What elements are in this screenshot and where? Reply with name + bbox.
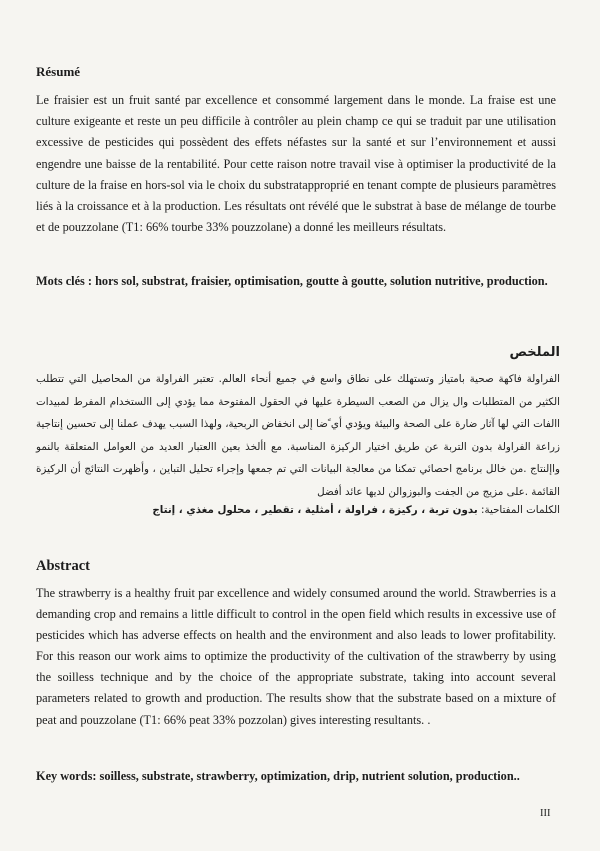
english-keywords-label: Key words: (36, 769, 97, 783)
english-keywords (36, 766, 556, 786)
english-keywords-list: soilless, substrate, strawberry, optimization, drip, nutrient solution, production.. (99, 769, 520, 783)
french-keywords (36, 271, 556, 292)
french-abstract-heading: Résumé (36, 64, 81, 79)
french-keywords-list: hors sol, substrat, fraisier, optimisation, goutte à goutte, solution nutritive, production. (95, 274, 548, 288)
arabic-abstract-heading: الملخص (509, 345, 560, 360)
arabic-keywords-list: بدون تربة ، ركيزة ، فراولة ، أمثلية ، تقطير ، محلول مغذي ، إنتاج (152, 504, 478, 516)
arabic-keywords (36, 500, 560, 520)
arabic-abstract-paragraph: الفراولة فاكهة صحية بامتياز وتستهلك على نطاق واسع في جميع أنحاء العالم. تعتبر الفراولة من المحاصيل التي تتطلب الكثير من المتطلبات وال يزال من الصعب السيطرة عليها في الحقول المفتوحة مما يؤدي إلى االستخدام المفرط لمبيدات االفات التي لها آثار ضارة على الصحة والبيئة ويؤدي أي ًضا إلى انخفاض الربحية، ولهذا السبب يهدف عملنا إلى تحسين إنتاجية زراعة الفراولة بدون التربة عن طريق اختيار الركيزة المناسبة. مع األخذ بعين االعتبار العديد من العوامل المتعلقة بالنمو واإلنتاج .من خالل برنامج احصائي تمكنا من معالجة البيانات التي تم جمعها وإجراء تحليل التباين ، وأظهرت النتائج أن الركيزة القائمة .على مزيج من الجفت والبوزوالن لديها عائد أفضل (36, 373, 560, 498)
english-abstract-paragraph: The strawberry is a healthy fruit par excellence and widely consumed around the world. Strawberries is a demanding crop and remains a little difficult to control in the open field which results in excessive use of pesticides which has adverse effects on health and the environment and also leads to lower profitability. For this reason our work aims to optimize the productivity of the cultivation of the strawberry by using the soilless technique and by the choice of the appropriate substrate, taking into account several parameters related to growth and production. The results show that the substrate based on a mixture of peat and pouzzolane (T1: 66% peat 33% pozzolan) gives interesting resultants. . (36, 586, 556, 727)
arabic-keywords-label: الكلمات المفتاحية: (480, 504, 560, 516)
page-number: III (540, 808, 551, 819)
french-keywords-label: Mots clés : (36, 274, 92, 288)
french-abstract-paragraph: Le fraisier est un fruit santé par excellence et consommé largement dans le monde. La fraise est une culture exigeante et reste un peu difficile à contrôler au plein champ ce qui se traduit par une utilisation excessive de pesticides qui possèdent des effets néfastes sur la santé et sur l’environnement et aussi engendre une baisse de la rentabilité. Pour cette raison notre travail vise à optimiser la productivité de la culture de la fraise en hors-sol via le choix du substratapproprié en tenant compte de plusieurs paramètres liés à la croissance et à la production. Les résultats ont révélé que le substrat à base de mélange de tourbe et de pouzzolane (T1: 66% tourbe 33% pouzzolane) a donné les meilleurs résultats. (36, 93, 556, 235)
english-abstract-heading: Abstract (36, 558, 90, 574)
